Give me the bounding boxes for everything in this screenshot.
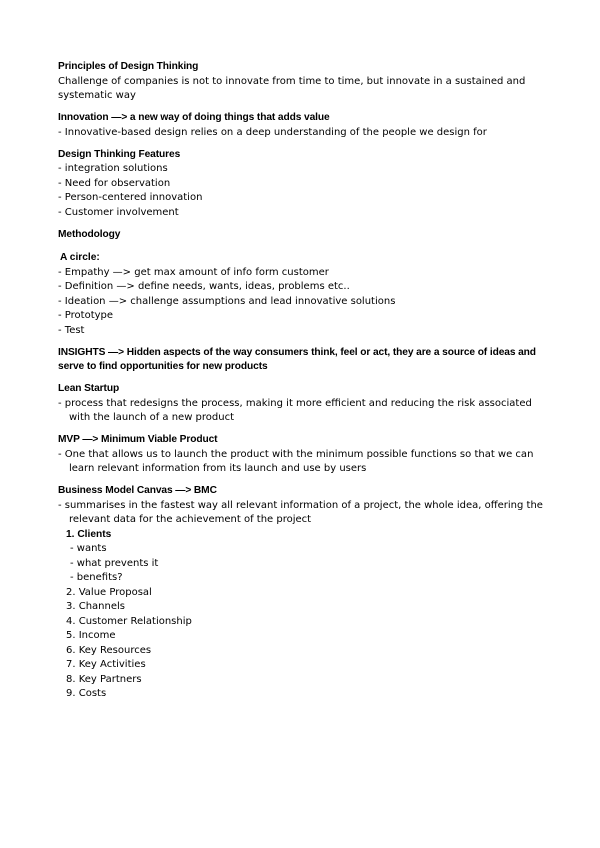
section-principles bbox=[58, 60, 544, 104]
bmc-intro: - summarises in the fastest way all relevant information of a project, the whole idea, offering the relevant data for the achievement of the project bbox=[58, 499, 543, 525]
bmc-sub-item: - benefits? bbox=[70, 572, 123, 583]
bmc-list-item: 2. Value Proposal bbox=[66, 586, 152, 598]
heading-innovation: Innovation —> a new way of doing things that adds value bbox=[58, 112, 330, 123]
methodology-item: - Empathy —> get max amount of info form customer bbox=[58, 266, 329, 278]
heading-lean-startup: Lean Startup bbox=[58, 383, 120, 394]
bmc-list-item: 4. Customer Relationship bbox=[66, 615, 192, 627]
section-innovation bbox=[58, 111, 544, 140]
bmc-list-item: 6. Key Resources bbox=[66, 644, 152, 656]
feature-item: - integration solutions bbox=[58, 163, 168, 174]
lean-startup-item: - process that redesigns the process, making it more efficient and reducing the risk associated with the launch of a new product bbox=[58, 397, 532, 423]
section-lean-startup bbox=[58, 382, 544, 426]
heading-insights: INSIGHTS —> Hidden aspects of the way consumers think, feel or act, they are a source of ideas and serve to find opportunities for new products bbox=[58, 346, 536, 372]
heading-principles: Principles of Design Thinking bbox=[58, 61, 199, 72]
feature-item: - Customer involvement bbox=[58, 206, 179, 218]
bmc-item-clients: 1. Clients bbox=[66, 528, 112, 540]
feature-item: - Person-centered innovation bbox=[58, 192, 203, 203]
methodology-item: - Test bbox=[58, 324, 85, 336]
bmc-list-item: 7. Key Activities bbox=[66, 659, 146, 670]
bmc-list-item: 8. Key Partners bbox=[66, 673, 142, 685]
methodology-item: - Prototype bbox=[58, 310, 114, 321]
section-bmc bbox=[58, 484, 544, 702]
feature-item: - Need for observation bbox=[58, 177, 171, 189]
heading-mvp: MVP —> Minimum Viable Product bbox=[58, 434, 218, 445]
bmc-sub-item: - wants bbox=[70, 543, 107, 554]
bmc-list-item: 9. Costs bbox=[66, 688, 107, 699]
innovation-item: - Innovative-based design relies on a deep understanding of the people we design for bbox=[58, 126, 487, 138]
principles-text: Challenge of companies is not to innovate from time to time, but innovate in a sustained and systematic way bbox=[58, 75, 526, 101]
document-content bbox=[58, 60, 544, 709]
methodology-item: - Definition —> define needs, wants, ideas, problems etc.. bbox=[58, 281, 350, 292]
heading-bmc: Business Model Canvas —> BMC bbox=[58, 485, 217, 496]
methodology-item: - Ideation —> challenge assumptions and lead innovative solutions bbox=[58, 295, 396, 307]
heading-features: Design Thinking Features bbox=[58, 148, 181, 160]
bmc-list-item: 5. Income bbox=[66, 630, 116, 641]
heading-methodology: Methodology bbox=[58, 228, 121, 240]
section-methodology bbox=[58, 228, 544, 339]
bmc-sub-item: - what prevents it bbox=[70, 557, 159, 569]
section-mvp bbox=[58, 433, 544, 477]
bmc-list-item: 3. Channels bbox=[66, 601, 125, 612]
section-insights bbox=[58, 346, 544, 375]
mvp-item: - One that allows us to launch the product with the minimum possible functions so that we can learn relevant information from its launch and use by users bbox=[58, 448, 534, 474]
section-features bbox=[58, 148, 544, 221]
methodology-subheading: A circle: bbox=[60, 252, 100, 263]
